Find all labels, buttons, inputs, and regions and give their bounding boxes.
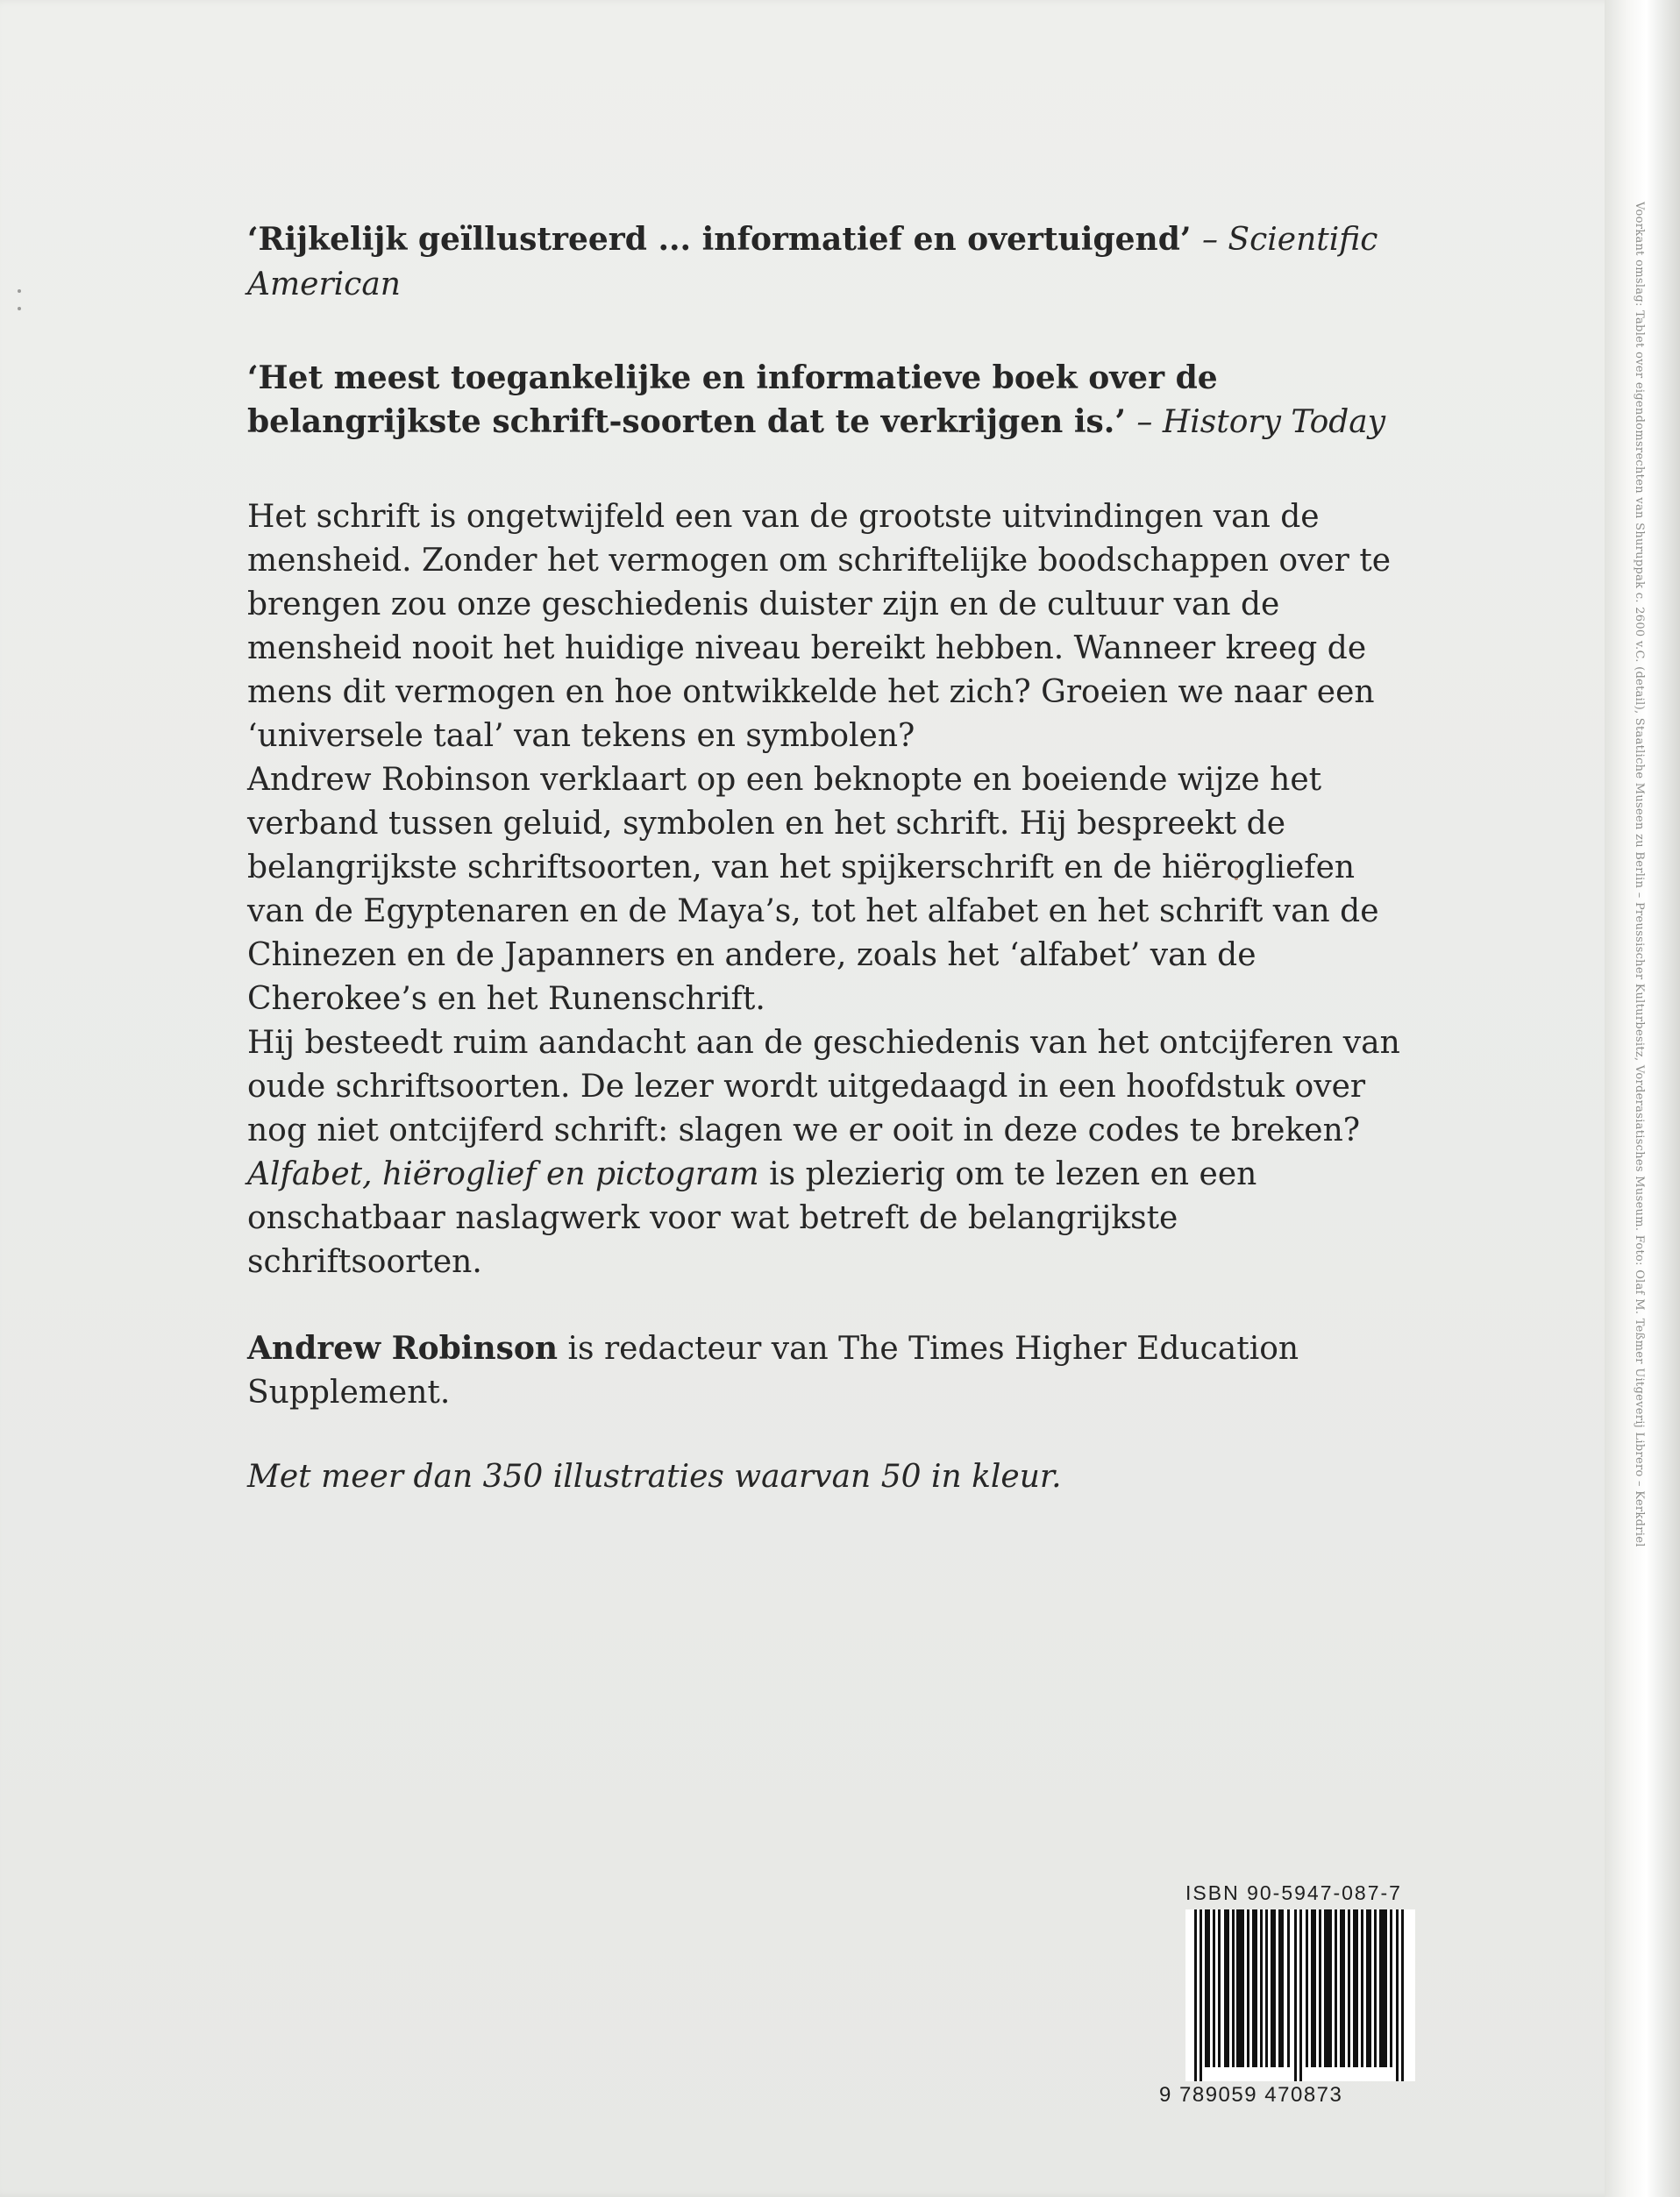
- cover-image-credit: Voorkant omslag: Tablet over eigendomsrechten van Shuruppak c. 2600 v.C. (detail), Staatliche Museen zu Berlin – Preussischer Kulturbesitz, Vorderasiatisches Museum. Foto: Olaf M. Teßmer Uitgeverij Librero – Kerkdriel: [1633, 202, 1646, 1547]
- illustrations-note: Met meer dan 350 illustraties waarvan 50 in kleur.: [247, 1459, 1062, 1495]
- blurb-paragraph-1: Het schrift is ongetwijfeld een van de grootste uitvindingen van de mensheid. Zonder het vermogen om schriftelijke boodschappen over te brengen zou onze geschiedenis duister zijn en de cultuur van de mensheid nooit het huidige niveau bereikt hebben. Wanneer kreeg de mens dit vermogen en hoe ontwikkelde het zich? Groeien we naar een ‘universele taal’ van tekens en symbolen?: [247, 499, 1392, 754]
- isbn-label: ISBN 90-5947-087-7: [1185, 1881, 1402, 1904]
- quote-source-prefix: –: [1201, 222, 1228, 258]
- blurb-paragraph-2: Andrew Robinson verklaart op een beknopte en boeiende wijze het verband tussen geluid, symbolen en het schrift. Hij bespreekt de belangrijkste schriftsoorten, van het spijkerschrift en de hiërogliefen van de Egyptenaren en de Maya’s, tot het alfabet en het schrift van de Chinezen en de Japanners en andere, zoals het ‘alfabet’ van de Cherokee’s en het Runenschrift.: [247, 762, 1379, 1017]
- review-quote-2: [247, 356, 1413, 444]
- barcode-number: 9 789059 470873: [1159, 2083, 1343, 2107]
- paper-speck: [18, 289, 21, 293]
- blurb-paragraph-4-text: is plezierig om te lezen en een onschatbaar naslagwerk voor wat betreft de belangrijkste schriftsoorten.: [247, 1156, 1257, 1280]
- author-bio: is redacteur van The Times Higher Education Supplement.: [247, 1331, 1299, 1411]
- quote-text: ‘Het meest toegankelijke en informatieve boek over de belangrijkste schrift-soorten dat te verkrijgen is.’: [247, 359, 1218, 440]
- quote-source: History Today: [1162, 404, 1386, 440]
- review-quote-1: [247, 217, 1413, 307]
- isbn-barcode: [1185, 1909, 1415, 2081]
- blurb-paragraph-4: [247, 1153, 1413, 1284]
- back-cover-text: [247, 217, 1413, 1499]
- paper-speck: [18, 307, 21, 310]
- quote-source-prefix: –: [1136, 404, 1163, 440]
- author-name: Andrew Robinson: [247, 1330, 559, 1367]
- book-title: Alfabet, hiëroglief en pictogram: [247, 1156, 759, 1192]
- author-note: [247, 1326, 1413, 1415]
- blurb-paragraph-3: Hij besteedt ruim aandacht aan de geschiedenis van het ontcijferen van oude schriftsoorten. De lezer wordt uitgedaagd in een hoofdstuk over nog niet ontcijferd schrift: slagen we er ooit in deze codes te breken?: [247, 1025, 1400, 1148]
- quote-text: ‘Rijkelijk geïllustreerd ... informatief en overtuigend’: [247, 221, 1192, 258]
- quote-source: Scientific American: [247, 222, 1378, 302]
